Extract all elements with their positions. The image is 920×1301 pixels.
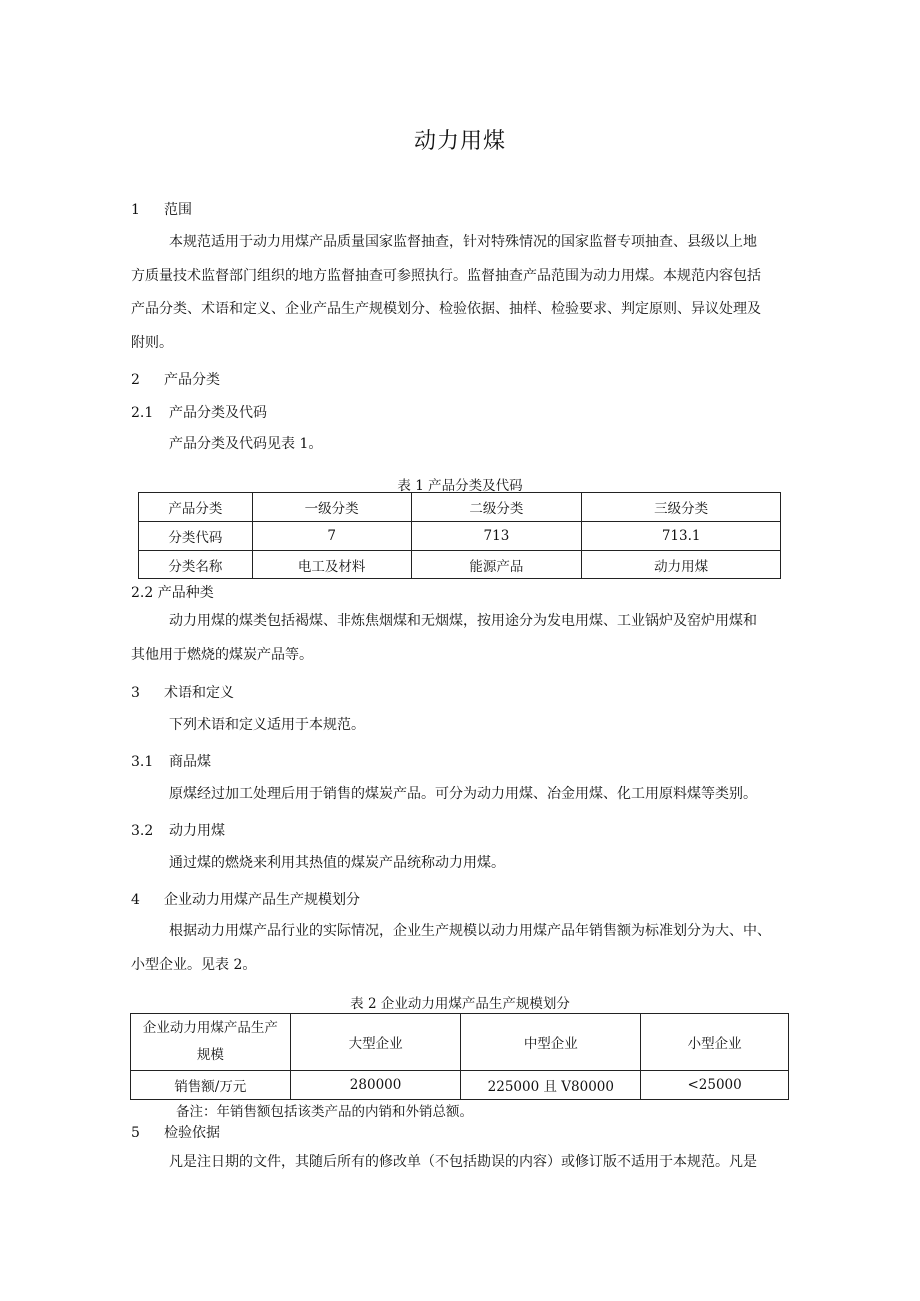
section-2-2-heading: 2.2 产品种类 [131,585,214,601]
paragraph-line: 产品分类、术语和定义、企业产品生产规模划分、检验依据、抽样、检验要求、判定原则、异议处理及 [131,301,761,317]
table-header-cell: 中型企业 [461,1014,641,1071]
section-2-2-paragraph [131,605,757,672]
table-cell: 一级分类 [252,493,411,522]
section-1-heading [131,199,192,219]
section-2-heading [131,369,220,389]
section-title: 产品分类 [164,372,220,388]
table-2-note: 备注：年销售额包括该类产品的内销和外销总额。 [176,1104,473,1120]
section-3-1-heading [131,751,211,771]
table-header-cell: 大型企业 [290,1014,461,1071]
section-3-2-heading [131,820,225,840]
table-cell: 能源产品 [411,551,582,579]
table-header-cell: 小型企业 [641,1014,789,1071]
section-number: 5 [131,1125,140,1141]
paragraph-line: 方质量技术监督部门组织的地方监督抽查可参照执行。监督抽查产品范围为动力用煤。本规范内容包括 [131,267,761,284]
table-row [139,551,781,579]
table-cell: 产品分类 [139,493,253,522]
table-cell: <25000 [641,1071,789,1100]
table-cell: 分类代码 [139,522,253,551]
table-row [139,493,781,522]
table-cell: 713.1 [582,522,781,551]
table-row [139,522,781,551]
section-5-heading [131,1122,220,1142]
table-row [131,1014,789,1071]
section-2-1-text: 产品分类及代码见表 1。 [169,436,323,452]
table-row [131,1071,789,1100]
table-cell: 分类名称 [139,551,253,579]
section-3-text: 下列术语和定义适用于本规范。 [169,717,365,733]
section-title: 术语和定义 [164,685,234,701]
table-cell: 二级分类 [411,493,582,522]
table-cell: 7 [252,522,411,551]
section-title: 检验依据 [164,1125,220,1141]
page-title: 动力用煤 [413,129,506,154]
section-number: 3.1 [131,754,154,770]
section-title: 商品煤 [169,754,211,770]
table-cell: 225000 且 V80000 [461,1071,641,1100]
table-cell: 销售额/万元 [131,1071,291,1100]
section-title: 产品分类及代码 [169,405,267,421]
section-number: 3 [131,685,140,701]
table-cell: 动力用煤 [582,551,781,579]
paragraph-line: 小型企业。见表 2。 [131,956,257,973]
section-title: 企业动力用煤产品生产规模划分 [164,892,360,908]
section-number: 3.2 [131,823,154,839]
section-number: 1 [131,202,140,218]
section-number: 4 [131,892,140,908]
table-2-caption: 表 2 企业动力用煤产品生产规模划分 [350,996,570,1012]
paragraph-line: 附则。 [131,334,173,351]
table-cell: 三级分类 [582,493,781,522]
table-cell: 713 [411,522,582,551]
section-3-heading [131,682,234,702]
table-1-caption: 表 1 产品分类及代码 [397,478,523,494]
table-cell: 280000 [290,1071,461,1100]
section-2-1-heading [131,402,267,422]
section-3-1-text: 原煤经过加工处理后用于销售的煤炭产品。可分为动力用煤、冶金用煤、化工用原料煤等类别。 [169,786,757,802]
section-1-paragraph [131,226,761,360]
table-cell: 电工及材料 [252,551,411,579]
paragraph-line: 根据动力用煤产品行业的实际情况，企业生产规模以动力用煤产品年销售额为标准划分为大、中、 [169,923,771,939]
table-1 [138,492,781,579]
header-line: 规模 [196,1047,224,1063]
table-header-cell [131,1014,291,1071]
section-number: 2 [131,372,140,388]
section-4-paragraph [131,915,771,982]
header-line: 企业动力用煤产品生产 [142,1020,278,1036]
section-number: 2.1 [131,405,154,421]
section-4-heading [131,889,360,909]
section-title: 范围 [164,202,192,218]
section-5-text: 凡是注日期的文件，其随后所有的修改单（不包括勘误的内容）或修订版不适用于本规范。凡是 [169,1154,757,1170]
paragraph-line: 其他用于燃烧的煤炭产品等。 [131,646,313,663]
section-3-2-text: 通过煤的燃烧来利用其热值的煤炭产品统称动力用煤。 [169,855,505,871]
paragraph-line: 动力用煤的煤类包括褐煤、非炼焦烟煤和无烟煤，按用途分为发电用煤、工业锅炉及窑炉用煤和 [169,613,757,629]
section-title: 动力用煤 [169,823,225,839]
paragraph-line: 本规范适用于动力用煤产品质量国家监督抽查，针对特殊情况的国家监督专项抽查、县级以上地 [169,234,757,250]
table-2 [130,1013,789,1100]
